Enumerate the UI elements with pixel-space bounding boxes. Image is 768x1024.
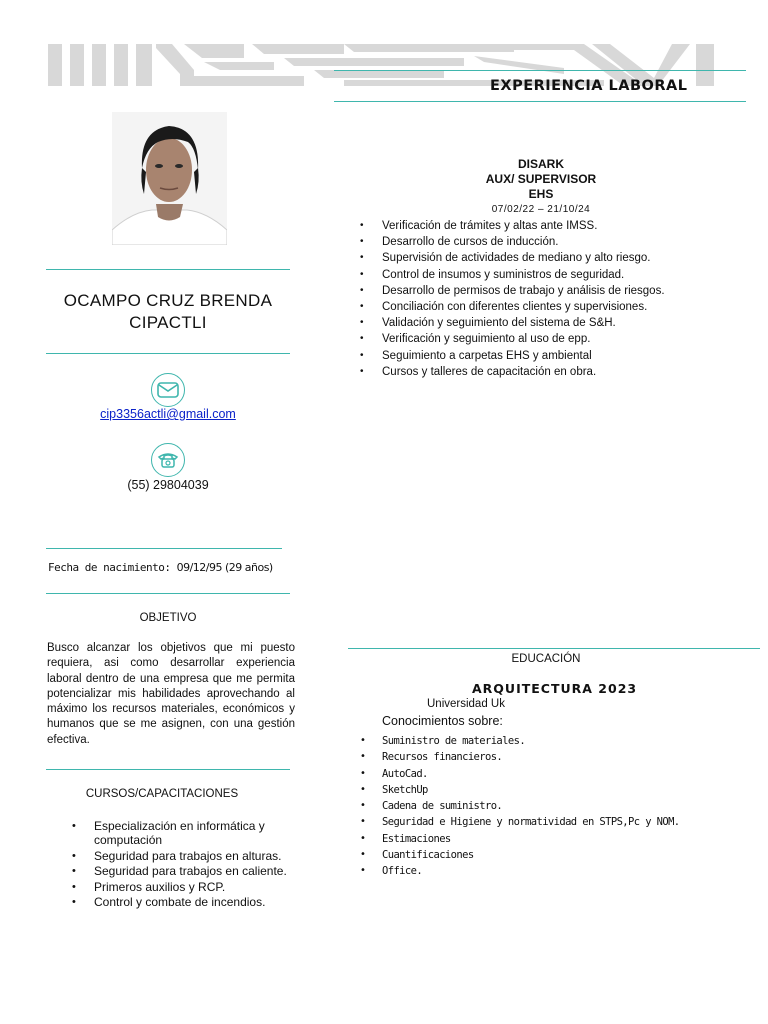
- job-position: AUX/ SUPERVISOR: [485, 172, 597, 186]
- list-item: • Desarrollo de cursos de inducción.: [360, 234, 740, 250]
- list-item: • Cursos y talleres de capacitación en obra.: [360, 364, 740, 380]
- list-item: • Seguimiento a carpetas EHS y ambiental: [360, 348, 740, 364]
- list-item: • Supervisión de actividades de mediano y alto riesgo.: [360, 250, 740, 266]
- birth-date: [48, 561, 273, 574]
- email-link[interactable]: cip3356actli@gmail.com: [100, 407, 236, 421]
- divider-line: [46, 593, 290, 594]
- list-item: • SketchUp: [360, 782, 740, 798]
- job-area: EHS: [528, 187, 554, 201]
- job-dates: 07/02/22 – 21/10/24: [491, 204, 591, 215]
- list-item: • Primeros auxilios y RCP.: [72, 880, 292, 894]
- list-item: • AutoCad.: [360, 766, 740, 782]
- objective-text: Busco alcanzar los objetivos que mi puesto requiera, asi como desarrollar experiencia laboral dentro de una empresa que me permita potencializar mis habilidades aprovechando al máximo los recursos materiales, económicos y humanos que se me asignen, con una gestión efectiva.: [47, 642, 295, 746]
- list-item: • Control de insumos y suministros de seguridad.: [360, 267, 740, 283]
- degree: ARQUITECTURA 2023: [472, 681, 638, 696]
- birth-date-value: 09/12/95 (29 años): [176, 561, 273, 574]
- company-name: DISARK: [517, 157, 564, 171]
- list-item: • Especialización en informática y computación: [72, 819, 292, 848]
- tasks-list: [360, 218, 740, 380]
- list-item: • Validación y seguimiento del sistema de S&H.: [360, 315, 740, 331]
- profile-photo: [112, 112, 227, 245]
- list-item: • Seguridad para trabajos en caliente.: [72, 864, 292, 878]
- knowledge-label: Conocimientos sobre:: [382, 714, 503, 728]
- divider-line: [334, 101, 746, 102]
- objective-title: OBJETIVO: [139, 612, 197, 624]
- divider-line: [334, 70, 746, 71]
- list-item: • Seguridad e Higiene y normatividad en STPS,Pc y NOM.: [360, 814, 740, 830]
- skills-list: [360, 733, 740, 880]
- list-item: • Control y combate de incendios.: [72, 895, 292, 909]
- list-item: • Verificación y seguimiento al uso de epp.: [360, 331, 740, 347]
- birth-date-label: Fecha de nacimiento:: [48, 561, 171, 574]
- list-item: • Suministro de materiales.: [360, 733, 740, 749]
- divider-line: [46, 769, 290, 770]
- list-item: • Seguridad para trabajos en alturas.: [72, 849, 292, 863]
- education-title: EDUCACIÓN: [511, 653, 581, 665]
- phone-number: (55) 29804039: [127, 478, 209, 492]
- divider-line: [46, 548, 282, 549]
- divider-line: [46, 353, 290, 354]
- list-item: • Conciliación con diferentes clientes y supervisiones.: [360, 299, 740, 315]
- experience-title: EXPERIENCIA LABORAL: [490, 78, 688, 94]
- list-item: • Cuantificaciones: [360, 847, 740, 863]
- list-item: • Verificación de trámites y altas ante IMSS.: [360, 218, 740, 234]
- list-item: • Recursos financieros.: [360, 749, 740, 765]
- list-item: • Cadena de suministro.: [360, 798, 740, 814]
- courses-title: CURSOS/CAPACITACIONES: [85, 788, 239, 800]
- list-item: • Estimaciones: [360, 831, 740, 847]
- full-name: OCAMPO CRUZ BRENDA CIPACTLI: [63, 291, 273, 332]
- university: Universidad Uk: [427, 698, 505, 710]
- divider-line: [348, 648, 760, 649]
- list-item: • Office.: [360, 863, 740, 879]
- courses-list: [72, 819, 292, 910]
- divider-line: [46, 269, 290, 270]
- envelope-icon: [151, 373, 185, 407]
- phone-icon: [151, 443, 185, 477]
- list-item: • Desarrollo de permisos de trabajo y análisis de riesgos.: [360, 283, 740, 299]
